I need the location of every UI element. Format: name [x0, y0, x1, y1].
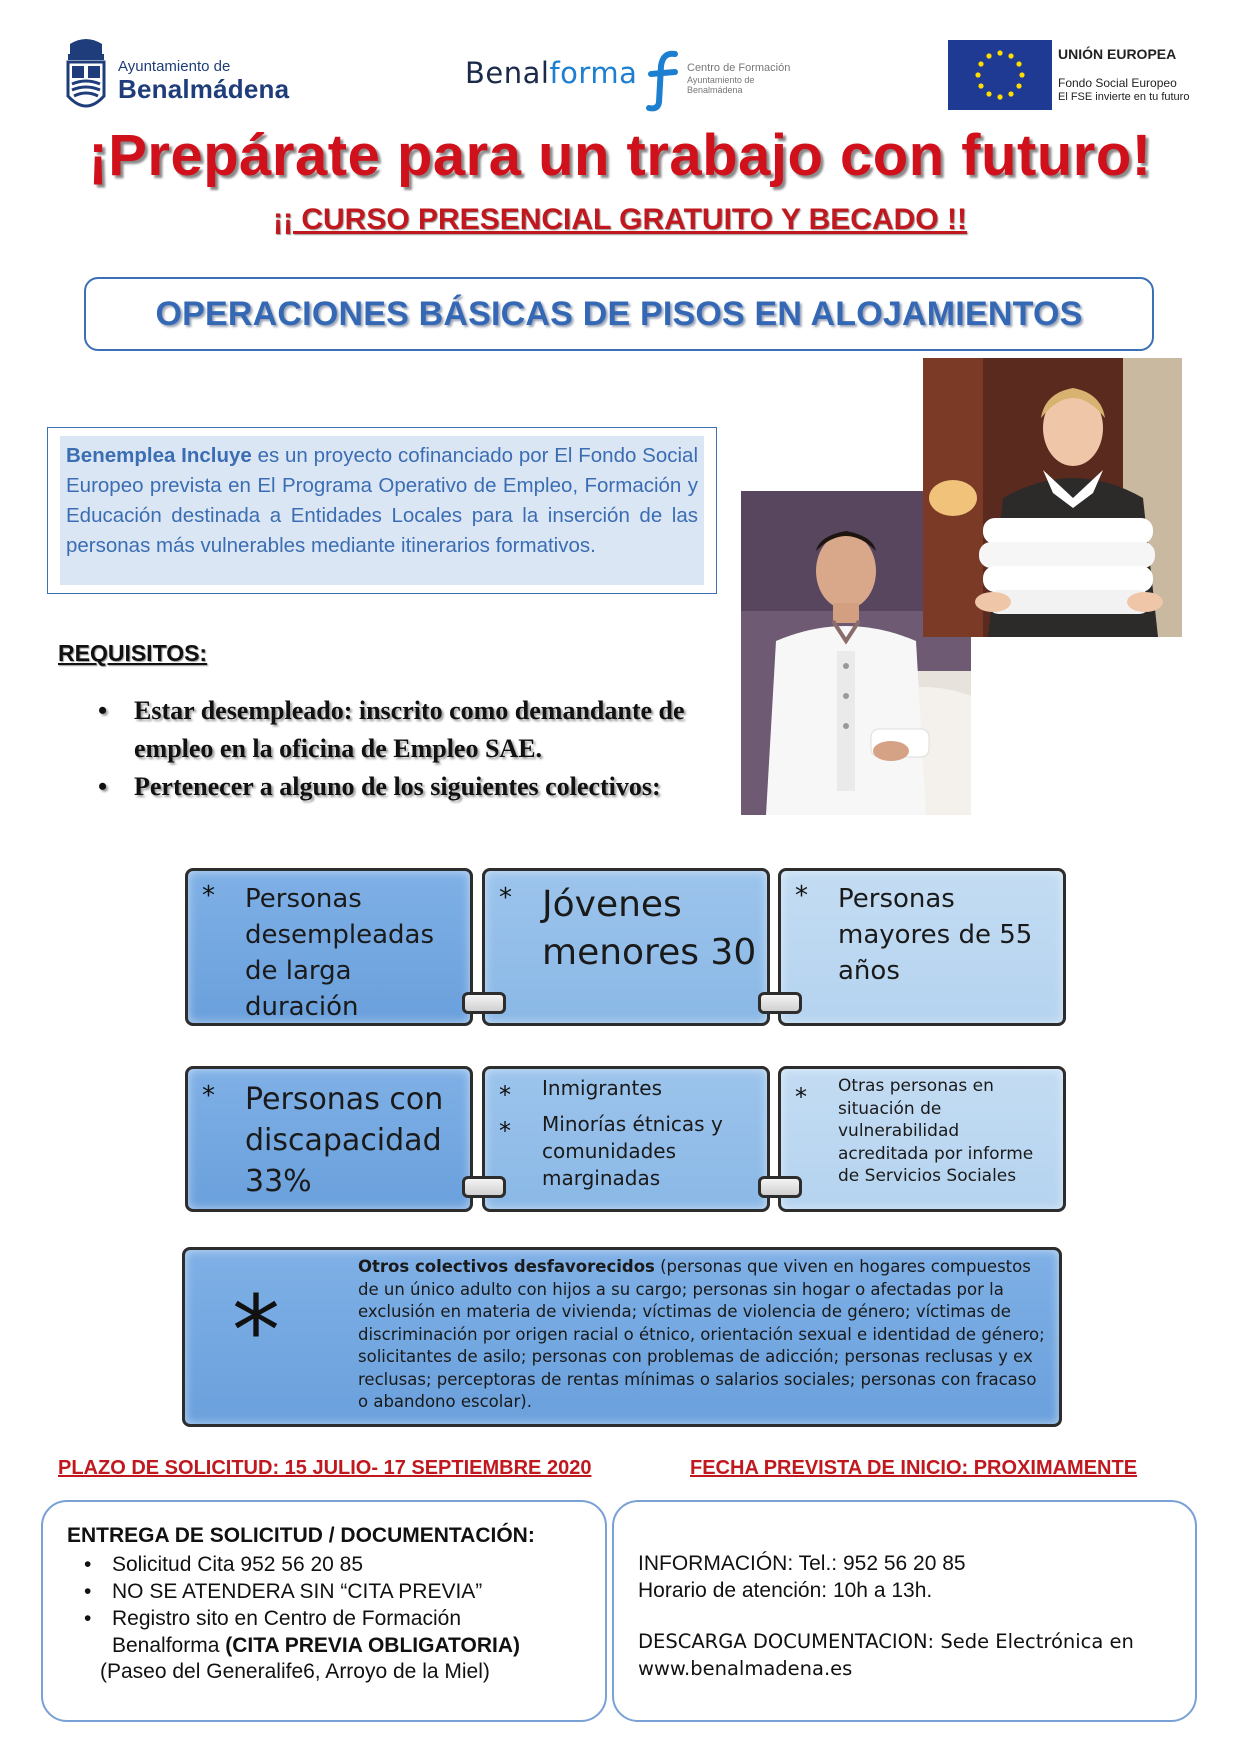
asterisk-icon: *	[795, 1083, 807, 1111]
benalforma-word-a: Benal	[465, 56, 550, 90]
asterisk-icon: *	[202, 1081, 215, 1111]
info-descarga: DESCARGA DOCUMENTACION: Sede Electrónica en	[638, 1630, 1134, 1653]
otros-colectivos-lead: Otros colectivos desfavorecidos	[358, 1257, 655, 1276]
subheadline: ¡¡ CURSO PRESENCIAL GRATUITO Y BECADO !!	[273, 203, 967, 236]
course-title: OPERACIONES BÁSICAS DE PISOS EN ALOJAMIENTOS	[155, 294, 1083, 333]
connector	[462, 992, 506, 1014]
ayuntamiento-line2: Benalmádena	[118, 74, 290, 104]
eu-sub1: Fondo Social Europeo	[1058, 76, 1177, 90]
eu-sub2: El FSE invierte en tu futuro	[1058, 91, 1190, 103]
eu-title: UNIÓN EUROPEA	[1058, 46, 1177, 62]
bullet-icon: •	[98, 696, 108, 725]
colectivo-text-inmigrantes: Inmigrantes	[542, 1076, 663, 1100]
asterisk-large-icon: *	[232, 1275, 280, 1387]
colectivo-text: Jóvenes menores 30	[542, 884, 757, 973]
eu-flag-icon	[948, 40, 1052, 110]
entrega-list	[84, 1551, 520, 1659]
intro-body: es un proyecto cofinanciado por El Fondo Social Europeo prevista en El Programa Operativo de Empleo, Formación y Educación destinada a Entidades Locales para la inserción de las personas más vulnerables mediante itinerarios formativos.	[66, 444, 698, 557]
list-item	[84, 1578, 520, 1605]
bullet-icon: •	[98, 772, 108, 801]
colectivo-discapacidad	[185, 1066, 473, 1212]
info-telefono: INFORMACIÓN: Tel.: 952 56 20 85	[638, 1552, 966, 1575]
requisito-text: Estar desempleado: inscrito como demandante de empleo en la oficina de Empleo SAE.	[134, 696, 685, 763]
entrega-item-text-benalforma: Benalforma	[112, 1634, 226, 1657]
intro-lead: Benemplea Incluye	[66, 444, 252, 467]
otros-colectivos-body: (personas que viven en hogares compuestos de un único adulto con hijos a su cargo; personas sin hogar o afectadas por la exclusión en materia de vivienda; víctimas de violencia de género; víctimas de discriminación por origen racial o étnico, orientación sexual e identidad de género; solicitantes de asilo; personas con problemas de adicción; personas reclusas y ex reclusas; perceptoras de rentas mínimas o salarios sociales; personas con fracaso o abandono escolar).	[358, 1257, 1045, 1411]
benalforma-wordmark	[465, 56, 637, 90]
list-item	[98, 768, 738, 806]
ayuntamiento-line1: Ayuntamiento de	[118, 58, 231, 75]
benalforma-sub2: Ayuntamiento de Benalmádena	[687, 75, 755, 95]
bullet-icon: •	[84, 1553, 92, 1576]
fecha-inicio: FECHA PREVISTA DE INICIO: PROXIMAMENTE	[690, 1457, 1138, 1479]
benalforma-word-b: forma	[549, 56, 638, 90]
list-item	[98, 692, 738, 768]
eu-logo	[948, 40, 1198, 110]
entrega-item-text: Solicitud Cita 952 56 20 85	[112, 1553, 364, 1576]
benalforma-f-icon	[645, 50, 685, 112]
colectivo-jovenes	[482, 868, 770, 1026]
colectivo-text: Personas mayores de 55 años	[838, 884, 1033, 986]
entrega-address: (Paseo del Generalife6, Arroyo de la Miel)	[100, 1660, 490, 1683]
benalforma-sub1: Centro de Formación	[687, 62, 791, 74]
requisitos-title: REQUISITOS:	[58, 640, 208, 666]
course-title-box	[84, 277, 1154, 351]
colectivo-mayores-55	[778, 868, 1066, 1026]
otros-colectivos-text	[358, 1256, 1048, 1414]
ayuntamiento-crest-icon	[62, 34, 110, 122]
connector	[462, 1176, 506, 1198]
asterisk-icon: *	[795, 881, 808, 911]
headline: ¡Prepárate para un trabajo con futuro!	[88, 123, 1152, 188]
housekeeper-image	[923, 358, 1182, 637]
colectivo-otras-vulnerabilidad	[778, 1066, 1066, 1212]
connector	[758, 992, 802, 1014]
bullet-icon: •	[84, 1580, 92, 1603]
colectivo-larga-duracion	[185, 868, 473, 1026]
colectivo-text: Personas desempleadas de larga duración	[245, 884, 435, 1022]
colectivo-text-minorias: Minorías étnicas y comunidades marginadas	[542, 1112, 723, 1190]
bullet-icon: •	[84, 1607, 92, 1630]
benalforma-logo	[465, 50, 805, 112]
colectivo-text: Otras personas en situación de vulnerabilidad acreditada por informe de Servicios Sociales	[838, 1076, 1034, 1186]
entrega-item-text: Registro sito en Centro de Formación	[112, 1607, 461, 1630]
colectivo-text: Personas con discapacidad 33%	[245, 1082, 444, 1199]
colectivo-inmigrantes-minorias	[482, 1066, 770, 1212]
connector	[758, 1176, 802, 1198]
info-website-link[interactable]: www.benalmadena.es	[638, 1657, 853, 1680]
info-box	[612, 1500, 1197, 1722]
intro-text	[60, 436, 704, 585]
plazo-solicitud: PLAZO DE SOLICITUD: 15 JULIO- 17 SEPTIEMBRE 2020	[58, 1457, 592, 1479]
requisito-text: Pertenecer a alguno de los siguientes colectivos:	[134, 772, 661, 801]
asterisk-icon: *	[499, 1081, 511, 1109]
list-item	[84, 1605, 520, 1659]
asterisk-icon: *	[499, 883, 512, 913]
list-item	[84, 1551, 520, 1578]
ayuntamiento-logo	[62, 34, 290, 122]
photo-housekeeper	[923, 358, 1182, 637]
asterisk-icon: *	[499, 1117, 511, 1145]
intro-box	[47, 427, 717, 594]
info-horario: Horario de atención: 10h a 13h.	[638, 1579, 933, 1602]
entrega-title: ENTREGA DE SOLICITUD / DOCUMENTACIÓN:	[67, 1524, 535, 1547]
requisitos-list	[98, 692, 738, 806]
entrega-item-text: NO SE ATENDERA SIN “CITA PREVIA”	[112, 1580, 483, 1603]
entrega-cita-previa: (CITA PREVIA OBLIGATORIA)	[225, 1634, 521, 1657]
asterisk-icon: *	[202, 881, 215, 911]
